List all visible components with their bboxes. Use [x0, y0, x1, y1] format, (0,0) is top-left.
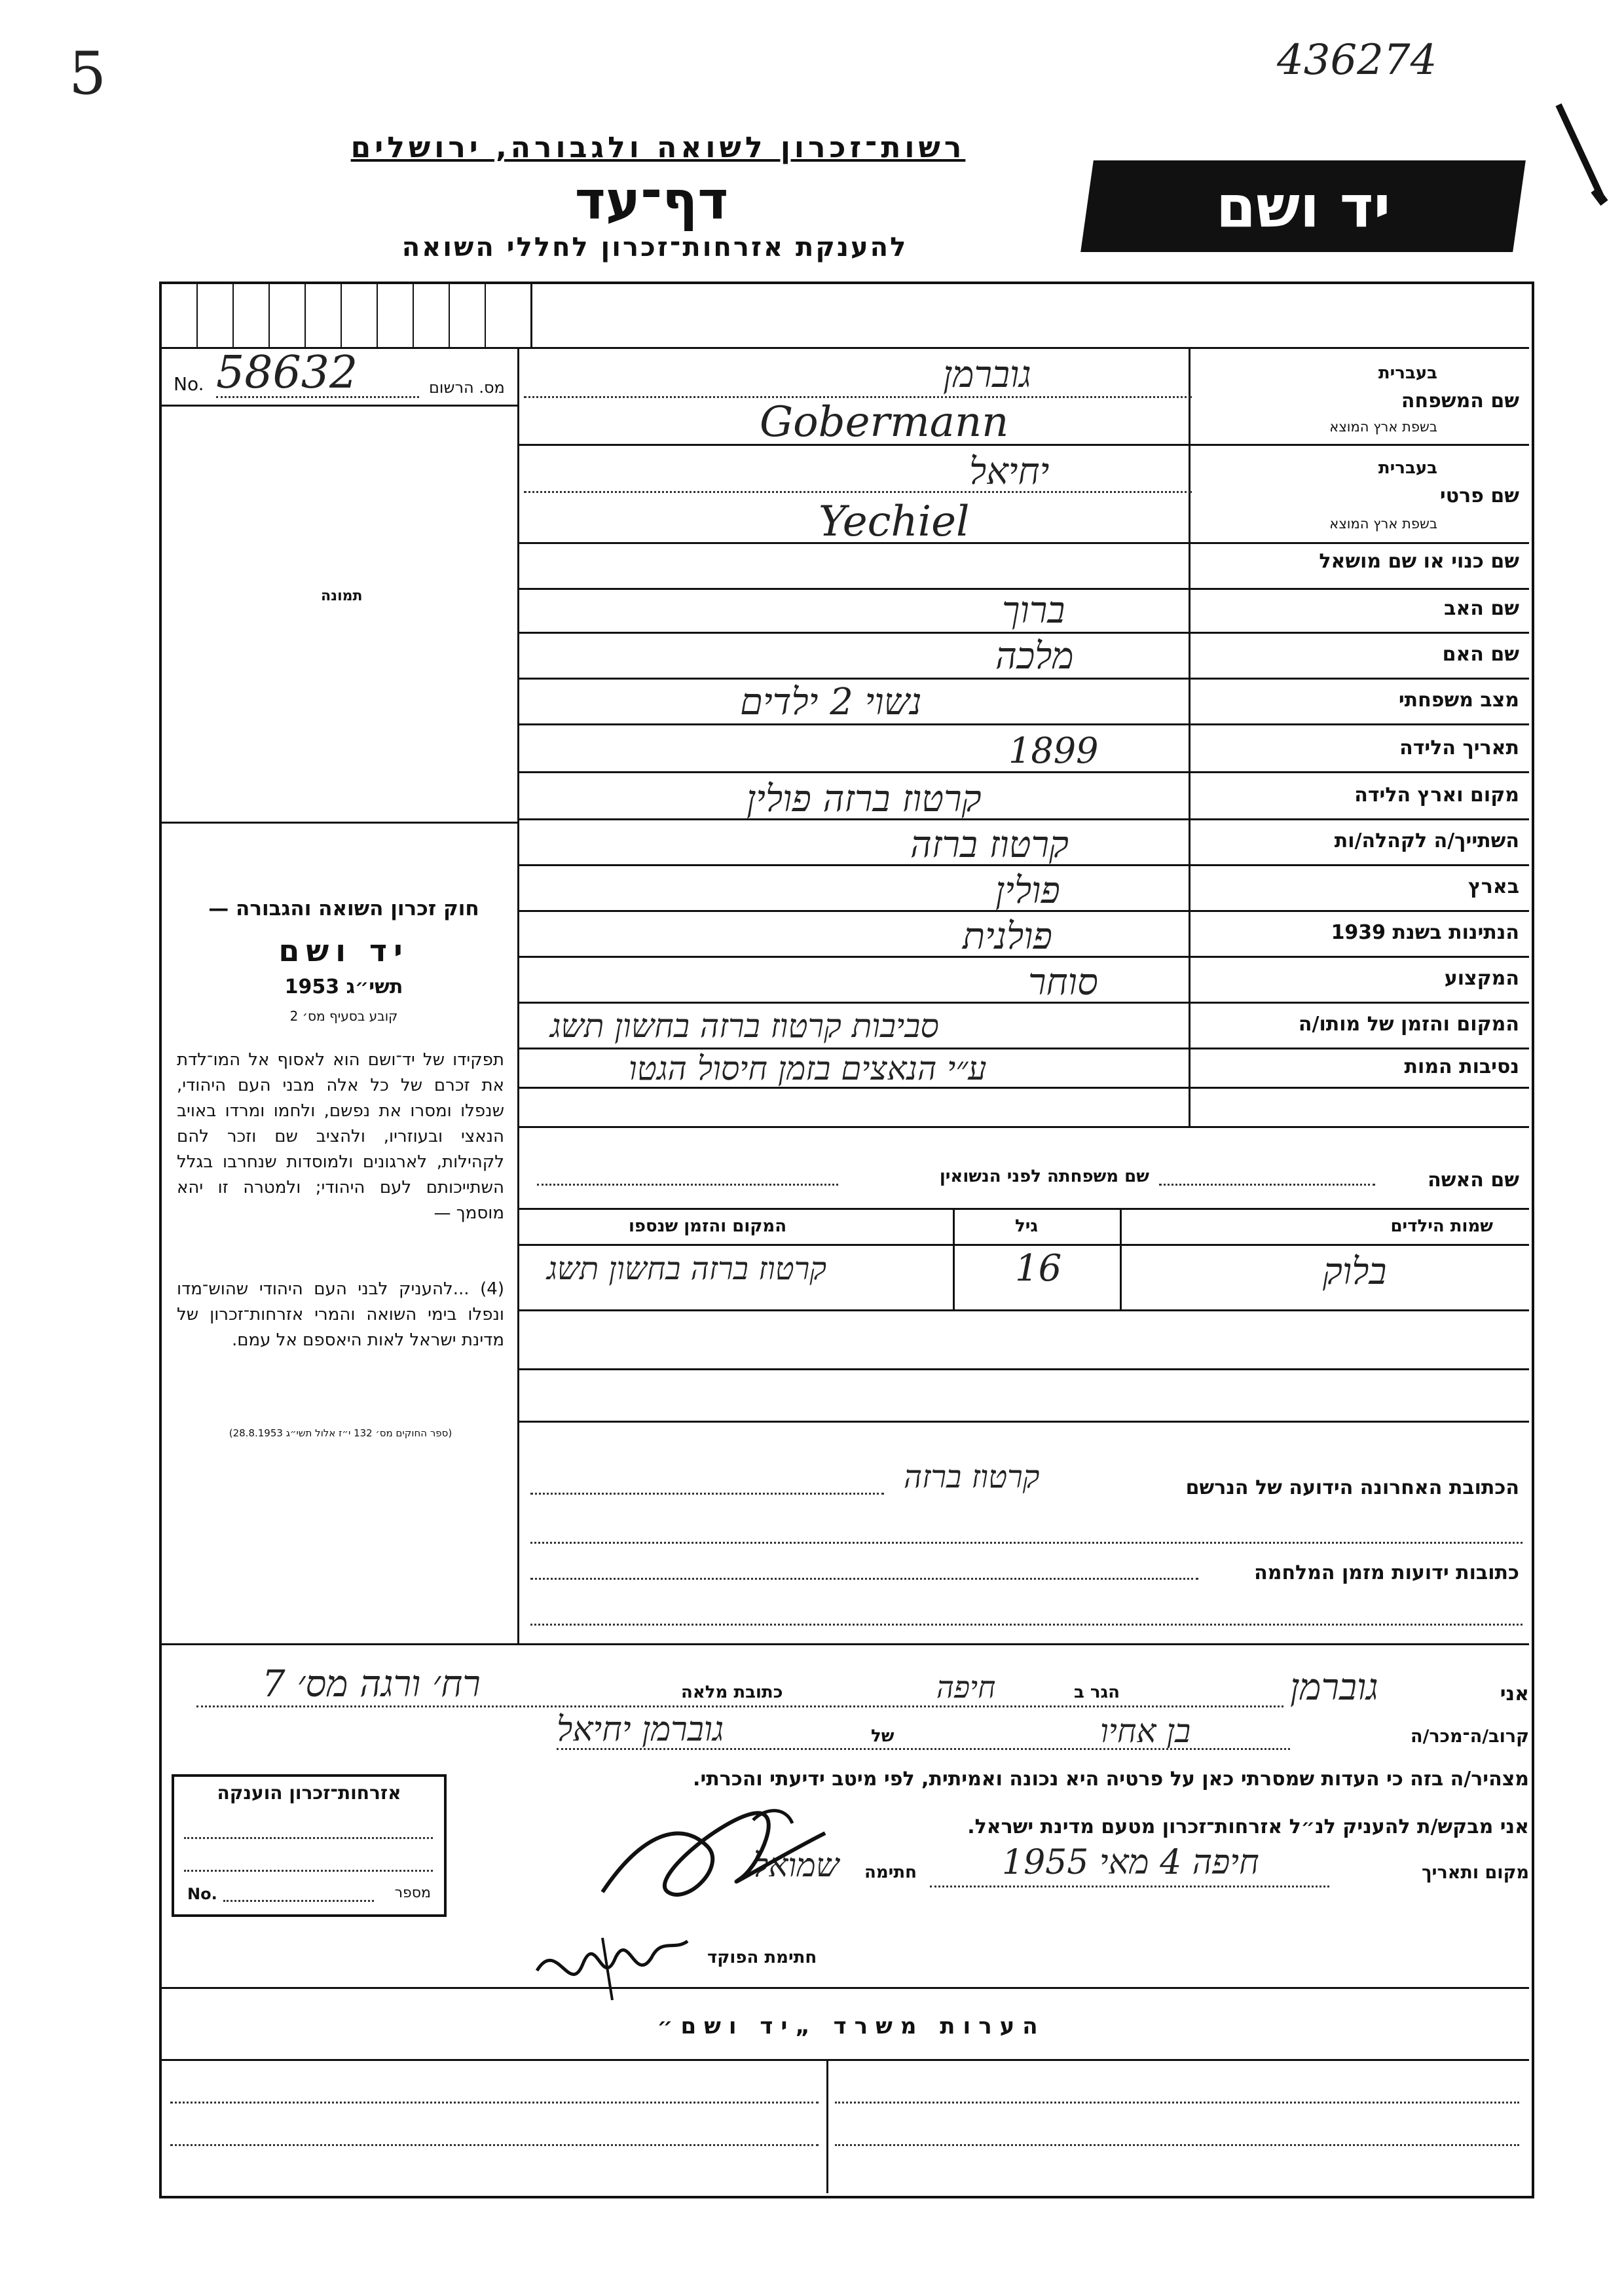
field-value-country: פולין — [995, 869, 1060, 912]
children-header-names: שמות הילדים — [1390, 1216, 1493, 1236]
field-label-community: השתייך/ה לקהלה/ות — [1334, 829, 1519, 852]
law-source: (ספר החוקים מס׳ 132 י״ז אלול תשי״ג 28.8.1953) — [229, 1427, 452, 1439]
field-label-profession: המקצוע — [1444, 967, 1519, 990]
organization-name: רשות־זכרון לשואה ולגבורה, ירושלים — [350, 131, 966, 164]
witness-relation-value: בן אחיו — [1100, 1712, 1191, 1750]
archive-number: 436274 — [1277, 36, 1437, 84]
place-date-value: חיפה 4 מאי 1955 — [1002, 1843, 1259, 1882]
field-value-community: קרטוז ברזה — [910, 824, 1069, 866]
witness-i-value: גוברמן — [1290, 1666, 1378, 1709]
last-address-label: הכתובת האחרונה הידועה של הנרשם — [1185, 1476, 1519, 1499]
children-header-place-time: המקום והזמן שנספו — [629, 1216, 787, 1236]
field-value-mother-name: מלכה — [995, 635, 1074, 678]
field-sub-origin-language: בשפת ארץ המוצא — [1329, 516, 1437, 532]
field-sub-hebrew: בעברית — [1378, 363, 1437, 383]
field-label-father-name: שם האב — [1444, 597, 1519, 620]
form-title: דף־עד — [574, 170, 729, 231]
children-row — [517, 1247, 1529, 1309]
witness-address-label: כתובת מלאה — [681, 1683, 783, 1702]
wife-label: שם האשה — [1428, 1169, 1519, 1192]
field-value-citizenship: פולנית — [963, 915, 1052, 958]
wartime-address-label: כתובות ידועות מזמן המלחמה — [1254, 1561, 1519, 1584]
witness-of-value: גוברמן יחיאל — [557, 1710, 724, 1749]
field-label-citizenship-1939: הנתינות בשנת 1939 — [1331, 921, 1519, 944]
field-label-marital-status: מצב משפחתי — [1398, 689, 1519, 712]
law-name: יד ושם — [278, 933, 409, 968]
field-label-nickname: שם כנוי או שם מושאל — [1319, 550, 1519, 573]
field-sub-hebrew: בעברית — [1378, 458, 1437, 478]
field-value-birth-place: קרטוז ברזה פולין — [747, 778, 982, 820]
yad-vashem-logo — [1080, 160, 1526, 252]
place-date-label: מקום ותאריך — [1421, 1863, 1529, 1883]
certificate-box — [172, 1774, 447, 1917]
field-value-family-name-hebrew: גוברמן — [943, 354, 1031, 396]
field-label-birth-date: תאריך הלידה — [1399, 737, 1519, 759]
certificate-title: אזרחות־זכרון הוענקה — [217, 1782, 401, 1804]
field-label-death-place-time: המקום והזמן של מותו/ה — [1298, 1013, 1519, 1036]
registration-label: מס. הרשום — [429, 378, 505, 397]
field-label-family-name: שם המשפחה — [1401, 390, 1519, 412]
field-value-family-name-origin: Gobermann — [760, 398, 1009, 446]
law-clause: קובע בסעיף מס׳ 2 — [289, 1008, 398, 1024]
child-name: בלוק — [1323, 1250, 1387, 1293]
photo-label: תמונה — [321, 588, 363, 604]
witness-declaration: מצהיר/ה בזה כי העדות שמסרתי כאן על פרטיה היא נכונה ואמיתית, לפי מיטב ידיעתי והכרתי. — [693, 1768, 1529, 1791]
field-sub-origin-language: בשפת ארץ המוצא — [1329, 419, 1437, 435]
witness-lives-value: חיפה — [936, 1669, 996, 1705]
field-value-birth-date: 1899 — [1008, 730, 1099, 771]
field-value-death-circumstances: ע״י הנאצים בזמן חיסול הגטו — [629, 1049, 987, 1087]
law-text-2: (4) ...להעניק לבני העם היהודי שהוש־מדו ונפלו בימי השואה והמרי אזרחות־זכרון של מדינת ישראל לאות היאספם אל עמם. — [177, 1279, 504, 1350]
law-text: תפקידו של יד־ושם הוא לאסוף אל המו־לדת את זכרם של כל אלה מבני העם היהודי, שנפלו ומסרו את נפשם, ולחמו ומרדו באויב הנאצי ובעוזריו, ולהציב שם וזכר להם לקהילות, לארגונים ולמוסדות שנחרבו בגלל השתייכותם לעם היהודי; ולמטרה זו יהא מוסמך — — [177, 1050, 504, 1223]
law-heading: חוק זכרון השואה והגבורה — — [208, 897, 479, 920]
registration-number: 58632 — [216, 347, 358, 399]
certificate-number-label: מספר — [394, 1885, 431, 1901]
witness-lives-label: הגר ב — [1074, 1683, 1120, 1702]
field-value-first-name-origin: Yechiel — [819, 498, 970, 546]
witness-signature-name: שמואל — [753, 1846, 840, 1884]
logo-text: יד ושם — [1215, 172, 1391, 240]
form-subtitle: להענקת אזרחות־זכרון לחללי השואה — [401, 232, 908, 263]
wife-sub-label: שם משפחתה לפני הנשואין — [939, 1167, 1149, 1186]
child-place-time: קרטוז ברזה בחשון תשג — [547, 1250, 827, 1287]
field-value-marital-status: נשוי 2 ילדים — [740, 681, 922, 723]
field-value-father-name: ברוך — [1002, 589, 1065, 632]
children-header-age: גיל — [1015, 1216, 1039, 1236]
witness-of-label: של — [871, 1726, 895, 1746]
law-year: תשי״ג 1953 — [284, 975, 403, 998]
witness-i-label: אני — [1500, 1683, 1529, 1705]
witness-request: אני מבקש/ת להעניק לנ״ל אזרחות־זכרון מטעם מדינת ישראל. — [967, 1815, 1529, 1838]
page-number: 5 — [69, 39, 107, 108]
field-value-profession: סוחר — [1028, 961, 1098, 1004]
witness-signature-icon — [589, 1794, 864, 1925]
field-label-birth-place: מקום וארץ הלידה — [1354, 784, 1519, 807]
witness-relation-label: קרוב/ה־מכר/ה — [1411, 1726, 1529, 1747]
officer-signature-icon — [524, 1912, 701, 2010]
witness-address-value: רח׳ ורגה מס׳ 7 — [262, 1663, 481, 1705]
signature-label: חתימה — [864, 1863, 917, 1882]
certificate-no-label: No. — [187, 1885, 217, 1903]
office-notes-label: הערות משרד „יד ושם״ — [657, 2013, 1046, 2039]
field-label-country: בארץ — [1467, 875, 1519, 898]
child-age: 16 — [1015, 1247, 1062, 1290]
field-value-first-name-hebrew: יחיאל — [969, 450, 1050, 493]
officer-signature-label: חתימת הפוקד — [707, 1948, 817, 1967]
field-label-first-name: שם פרטי — [1439, 484, 1519, 507]
pen-mark-icon — [1552, 98, 1611, 210]
registration-no-label: No. — [174, 373, 204, 395]
field-value-death-place-time: סביבות קרטוז ברזה בחשון תשג — [550, 1007, 939, 1045]
field-label-mother-name: שם האם — [1442, 643, 1519, 666]
field-label-death-circumstances: נסיבות המות — [1404, 1055, 1519, 1078]
last-address-value: קרטוז ברזה — [904, 1459, 1040, 1495]
